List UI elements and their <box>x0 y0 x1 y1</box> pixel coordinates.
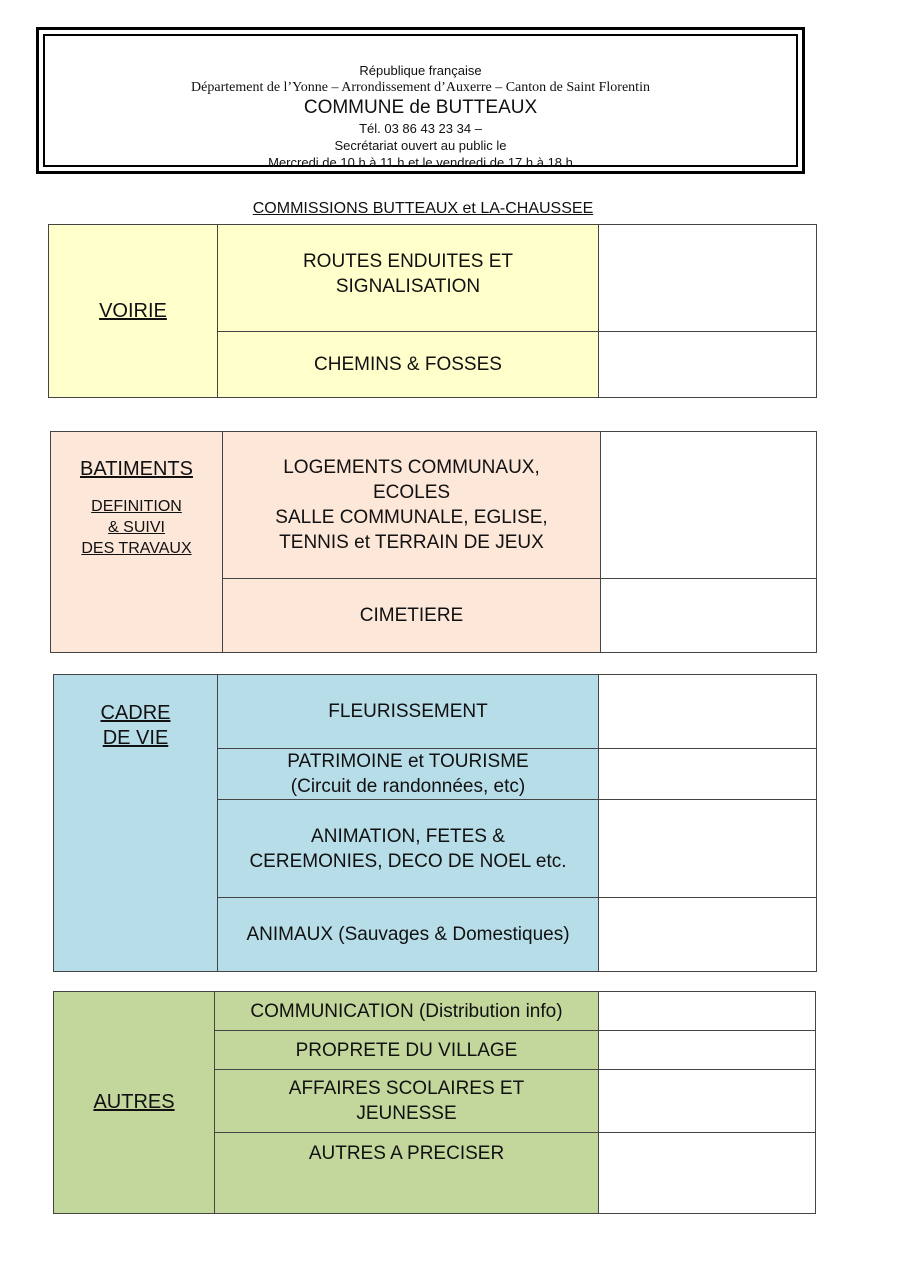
commission-item: ANIMATION, FETES & CEREMONIES, DECO DE NOEL etc. <box>218 800 599 898</box>
member-cell[interactable] <box>599 332 817 398</box>
member-cell[interactable] <box>599 225 817 332</box>
commission-item: ROUTES ENDUITES ET SIGNALISATION <box>218 225 599 332</box>
commission-item: AUTRES A PRECISER <box>215 1133 599 1214</box>
commission-item: CIMETIERE <box>223 579 601 653</box>
member-cell[interactable] <box>599 749 817 800</box>
header-commune: COMMUNE de BUTTEAUX <box>303 97 538 118</box>
header-republique: République française <box>359 63 482 78</box>
member-cell[interactable] <box>599 675 817 749</box>
header-box <box>36 27 805 174</box>
header-hours: Mercredi de 10 h à 11 h et le vendredi de 17 h à 18 h <box>268 155 573 170</box>
commission-autres-table <box>53 991 816 1214</box>
category-subtitle: DEFINITION & SUIVI DES TRAVAUX <box>81 498 192 557</box>
page-title: COMMISSIONS BUTTEAUX et LA-CHAUSSEE <box>252 200 594 217</box>
member-cell[interactable] <box>601 432 817 579</box>
header-inner <box>43 34 798 170</box>
commission-item: FLEURISSEMENT <box>218 675 599 749</box>
category-label: AUTRES <box>93 1091 175 1113</box>
category-label: CADRE DE VIE <box>100 702 171 749</box>
member-cell[interactable] <box>599 1031 816 1070</box>
category-label: VOIRIE <box>99 299 167 322</box>
member-cell[interactable] <box>599 992 816 1031</box>
commission-item: PROPRETE DU VILLAGE <box>215 1031 599 1070</box>
commission-item: CHEMINS & FOSSES <box>218 332 599 398</box>
member-cell[interactable] <box>599 800 817 898</box>
commission-item: LOGEMENTS COMMUNAUX, ECOLES SALLE COMMUNALE, EGLISE, TENNIS et TERRAIN DE JEUX <box>223 432 601 579</box>
category-label: BATIMENTS <box>80 458 193 480</box>
member-cell[interactable] <box>601 579 817 653</box>
commission-item: PATRIMOINE et TOURISME (Circuit de randonnées, etc) <box>218 749 599 800</box>
commission-voirie-table <box>48 224 817 398</box>
member-cell[interactable] <box>599 1133 816 1214</box>
header-departement: Département de l’Yonne – Arrondissement d’Auxerre – Canton de Saint Florentin <box>191 80 650 95</box>
member-cell[interactable] <box>599 1070 816 1133</box>
commission-item: AFFAIRES SCOLAIRES ET JEUNESSE <box>215 1070 599 1133</box>
category-batiments <box>51 432 223 653</box>
category-cadre-de-vie <box>54 675 218 972</box>
commission-cadre-de-vie-table <box>53 674 817 972</box>
commission-item: COMMUNICATION (Distribution info) <box>215 992 599 1031</box>
header-secretariat: Secrétariat ouvert au public le <box>334 138 507 153</box>
category-autres <box>54 992 215 1214</box>
commission-item: ANIMAUX (Sauvages & Domestiques) <box>218 898 599 972</box>
header-tel: Tél. 03 86 43 23 34 – <box>359 121 482 136</box>
category-voirie <box>49 225 218 398</box>
member-cell[interactable] <box>599 898 817 972</box>
commission-batiments-table <box>50 431 817 653</box>
